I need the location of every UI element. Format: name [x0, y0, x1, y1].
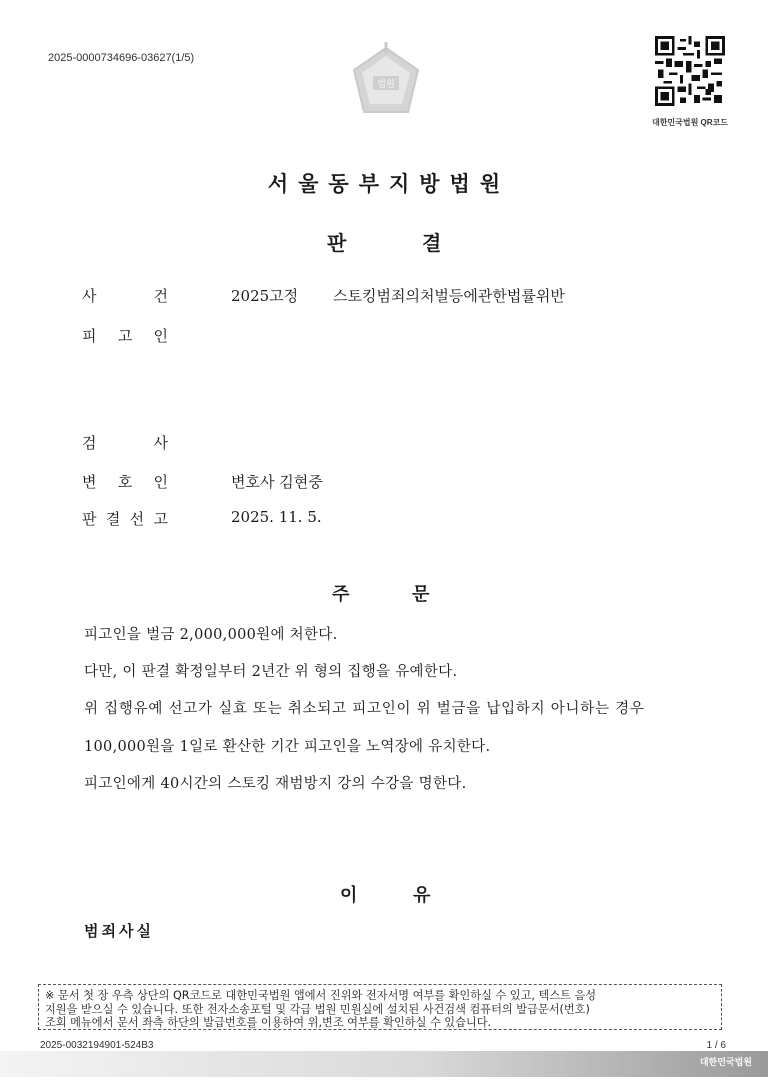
- issue-number: 2025-0032194901-524B3: [40, 1040, 154, 1051]
- order-heading-char-1: 주: [332, 584, 350, 605]
- order-paragraph-5: 피고인에게 40시간의 스토킹 재범방지 강의 수강을 명한다.: [84, 776, 467, 792]
- case-label: 사 건: [82, 287, 168, 305]
- criminal-facts-subheading: 범죄사실: [84, 922, 154, 940]
- order-paragraph-4: 100,000원을 1일로 환산한 기간 피고인을 노역장에 유치한다.: [84, 739, 491, 755]
- verification-notice: [38, 984, 722, 1030]
- doc-title-char-1: 판: [327, 231, 347, 255]
- court-seal-icon: [346, 42, 426, 122]
- footer-court-name: 대한민국법원: [699, 1058, 752, 1068]
- case-number: 2025고정: [231, 287, 299, 305]
- reasons-heading-char-1: 이: [340, 885, 358, 906]
- counsel-value: 변호사 김현중: [231, 473, 323, 491]
- order-paragraph-2: 다만, 이 판결 확정일부터 2년간 위 형의 집행을 유예한다.: [84, 664, 458, 680]
- doc-title-char-2: 결: [422, 231, 442, 255]
- reasons-heading-char-2: 유: [413, 885, 431, 906]
- order-paragraph-1: 피고인을 벌금 2,000,000원에 처한다.: [84, 627, 338, 643]
- notice-line-1: ※ 문서 첫 장 우측 상단의 QR코드로 대한민국법원 앱에서 진위와 전자서명 여부를 확인하실 수 있고, 텍스트 음성: [45, 989, 597, 1002]
- defendant-label: 피 고 인: [82, 327, 168, 345]
- order-paragraph-3: 위 집행유예 선고가 실효 또는 취소되고 피고인이 위 벌금을 납입하지 아니하는 경우: [84, 701, 645, 717]
- order-heading-char-2: 문: [412, 584, 430, 605]
- document-number: 2025-0000734696-03627(1/5): [48, 52, 195, 64]
- notice-line-3: 조회 메뉴에서 문서 좌측 하단의 발급번호를 이용하여 위,변조 여부를 확인하실 수 있습니다.: [45, 1016, 492, 1029]
- qr-code-icon[interactable]: [655, 36, 725, 106]
- prosecutor-label: 검 사: [82, 434, 168, 452]
- notice-line-2: 지원을 받으실 수 있습니다. 또한 전자소송포털 및 각급 법원 민원실에 설치된 사건검색 컴퓨터의 발급문서(번호): [45, 1002, 590, 1016]
- counsel-label: 변 호 인: [82, 473, 168, 491]
- sentencing-date-value: 2025. 11. 5.: [231, 508, 322, 526]
- qr-code-label: 대한민국법원 QR코드: [651, 118, 729, 127]
- page-number: 1 / 6: [706, 1040, 726, 1051]
- case-name: 스토킹범죄의처벌등에관한법률위반: [333, 287, 565, 305]
- footer-bar: [0, 1051, 768, 1077]
- court-name: 서울동부지방법원: [267, 172, 511, 196]
- sentencing-date-label: 판 결 선 고: [82, 510, 168, 528]
- seal-text: 법원: [377, 80, 395, 90]
